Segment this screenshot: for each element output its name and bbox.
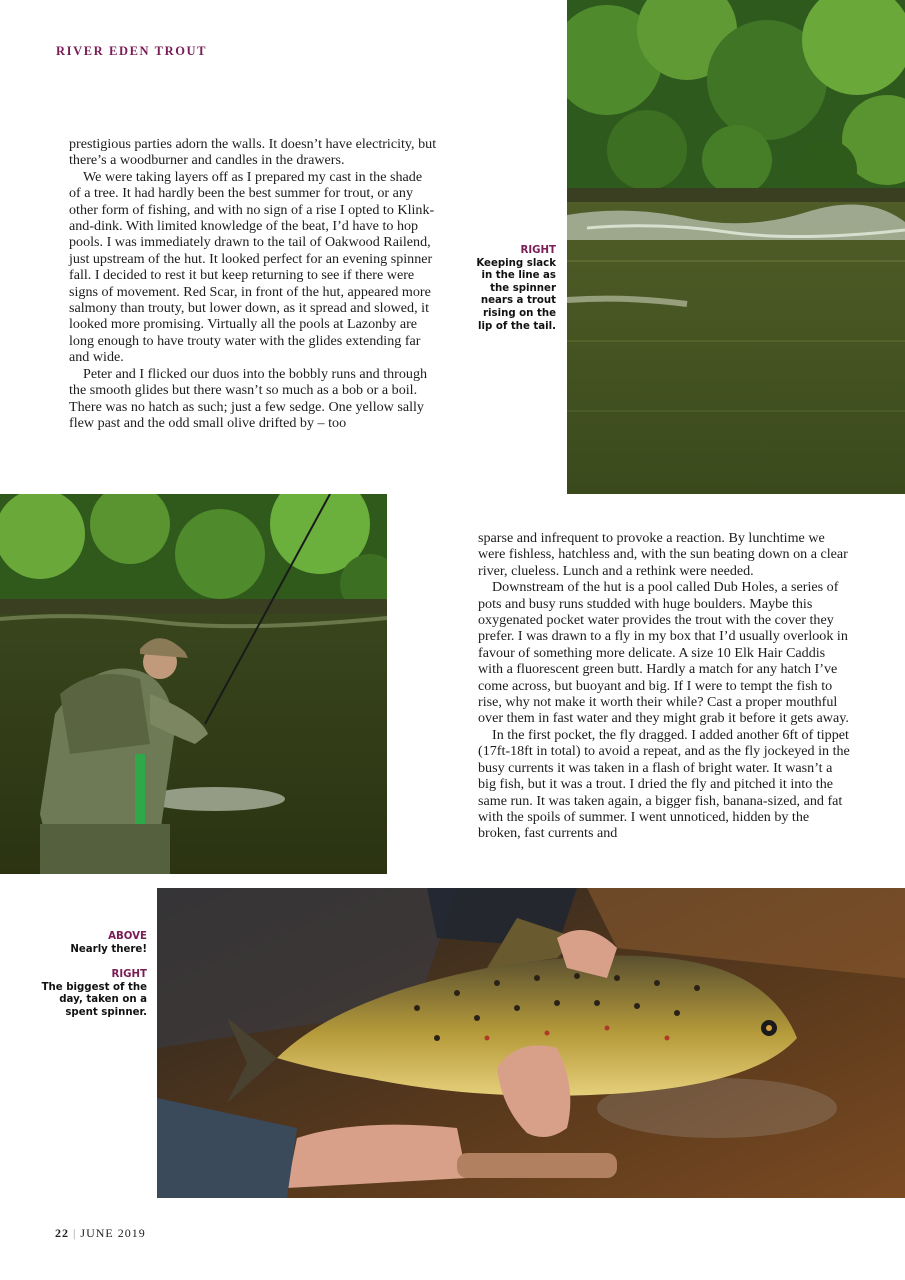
paragraph: In the first pocket, the fly dragged. I added another 6ft of tippet (17ft-18ft in total) to avoid a repeat, and as the fly jockeyed in the busy currents it was taken in a flash of bright water. It wasn’t a big fish, but it was a trout. I dried the fly and pitched it into the same run. It was taken again, a bigger fish, banana-sized, and fat with the spoils of summer. I went unnoticed, hidden by the broken, fast currents and <box>478 726 850 842</box>
river-photo <box>567 0 905 494</box>
trout-photo <box>157 888 905 1198</box>
caption-text: Keeping slack in the line as the spinner nears a trout rising on the lip of the tail. <box>476 257 556 332</box>
caption-right-top <box>468 245 556 333</box>
page-footer <box>55 1226 146 1241</box>
paragraph: We were taking layers off as I prepared my cast in the shade of a tree. It had hardly been the best summer for trout, or any other form of fishing, and with no sign of a rise I opted to Klink-and-dink. With limited knowledge of the beat, I’d have to hop pools. I was immediately drawn to the tail of Oakwood Railend, just upstream of the hut. It looked perfect for an evening spinner fall. I decided to rest it but keep returning to see if there were signs of movement. Red Scar, in front of the hut, appeared more salmony than trouty, but lower down, as it spread and slowed, it looked more promising. Virtually all the pools at Lazonby are long enough to have trouty water with the glides extending far and wide. <box>69 168 435 366</box>
article-column-1 <box>69 136 437 431</box>
caption-tag: ABOVE <box>108 931 147 942</box>
article-column-2 <box>478 530 850 842</box>
paragraph: Downstream of the hut is a pool called Dub Holes, a series of pots and busy runs studded with huge boulders. Maybe this oxygenated pocket water provides the trout with the cover they prefer. I was drawn to a fly in my box that I’d usually overlook in favour of something more delicate. A size 10 Elk Hair Caddis with a fluorescent green butt. Hardly a match for any hatch I’ve come across, but buoyant and big. If I were to tempt the fish to rise, why not make it worth their while? Cast a proper mouthful over them in fast water and they might grab it before it gets away. <box>478 579 849 727</box>
issue-date: JUNE 2019 <box>80 1226 146 1240</box>
page-number: 22 <box>55 1226 69 1240</box>
section-title: RIVER EDEN TROUT <box>56 44 208 58</box>
caption-tag: RIGHT <box>111 969 147 981</box>
caption-text: The biggest of the day, taken on a spent spinner. <box>41 981 147 1018</box>
paragraph: Peter and I flicked our duos into the bobbly runs and through the smooth glides but there wasn’t so much as a bob or a boil. There was no hatch as such; just a few sedge. One yellow sally flew past and the odd small olive drifted by – too <box>69 365 428 431</box>
caption-tag: RIGHT <box>520 245 556 256</box>
caption-bottom <box>40 931 147 1020</box>
angler-photo <box>0 494 387 874</box>
paragraph: prestigious parties adorn the walls. It doesn’t have electricity, but there’s a woodburner and candles in the drawers. <box>69 136 437 169</box>
footer-separator: | <box>73 1226 77 1240</box>
paragraph: sparse and infrequent to provoke a reaction. By lunchtime we were fishless, hatchless and, with the sun beating down on a clear river, clueless. Lunch and a rethink were needed. <box>478 530 848 579</box>
caption-text: Nearly there! <box>70 943 147 955</box>
